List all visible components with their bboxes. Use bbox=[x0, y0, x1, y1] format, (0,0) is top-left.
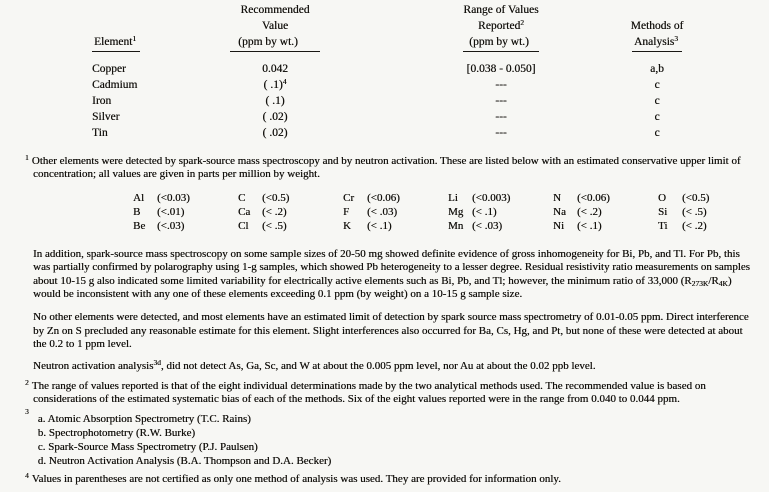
column-header-methods: Methods of Analysis$^3$ bbox=[612, 2, 702, 52]
trace-element-row: Al (<0.03) C (<0.5) Cr (<0.06) Li (<0.003) N (<0.06) O (<0.5) bbox=[133, 191, 710, 204]
column-header-element bbox=[92, 2, 205, 52]
table-row-iron bbox=[0, 93, 769, 109]
footnote-2-marker: 2 bbox=[25, 378, 29, 388]
footnote-4-text: Values in parentheses are not certified as only one method of analysis was used. They are provided for information only. bbox=[31, 472, 561, 485]
footnote-4-marker: 4 bbox=[25, 470, 29, 480]
methods-list bbox=[38, 412, 331, 468]
methods-value: c bbox=[654, 111, 660, 123]
method-item-c: c. Spark-Source Mass Spectrometry (P.J. Paulsen) bbox=[37, 440, 258, 453]
analysis-table bbox=[0, 0, 769, 141]
methods-value: c bbox=[654, 79, 660, 91]
range-value: --- bbox=[495, 79, 507, 91]
trace-element-row: Be (<.03) Cl (< .5) K (< .1) Mn (< .03) Ni (< .1) Ti (< .2) bbox=[133, 219, 707, 232]
footnote-2-text: The range of values reported is that of the eight individual determinations made by the two analytical methods used. The recommended value is based on considerations of the estimated systematic bias of each of the methods. Six of the eight values reported were in the range from 0.040 to 0.044 ppm. bbox=[31, 380, 706, 406]
element-name: Copper bbox=[92, 63, 126, 75]
footnote-1-marker: 1 bbox=[25, 153, 29, 162]
method-item-d: d. Neutron Activation Analysis (B.A. Thompson and D.A. Becker) bbox=[37, 454, 332, 467]
table-row-tin bbox=[0, 125, 769, 141]
recommended-value: ( .1) bbox=[265, 95, 285, 107]
paragraph-neutron-activation: Neutron activation analysis$^{3d}$, did not detect As, Ga, Sc, and W at about the 0.005 ppm level, nor Au at about the 0.02 ppb level. bbox=[33, 357, 596, 372]
method-item-a: a. Atomic Absorption Spectrometry (T.C. Rains) bbox=[37, 412, 251, 425]
table-body bbox=[0, 61, 769, 141]
trace-element-grid bbox=[133, 191, 769, 233]
table-header-row bbox=[0, 2, 769, 52]
range-value: --- bbox=[495, 95, 507, 107]
footnote-1-text: Other elements were detected by spark-source mass spectroscopy and by neutron activation. These are listed below with an estimated conservative upper limit of concentration; all values are given in parts per million by weight. bbox=[31, 155, 741, 181]
methods-value: c bbox=[654, 127, 660, 139]
method-item-b: b. Spectrophotometry (R.W. Burke) bbox=[37, 426, 195, 439]
range-value: --- bbox=[495, 127, 507, 139]
column-header-recommended-value: Recommended Value (ppm by wt.) bbox=[205, 2, 345, 52]
recommended-value: ( .02) bbox=[262, 127, 288, 139]
table-row-copper bbox=[0, 61, 769, 77]
element-name: Iron bbox=[92, 95, 112, 107]
element-header-footnote-marker: 1 bbox=[132, 34, 137, 43]
range-value: --- bbox=[495, 111, 507, 123]
methods-value: a,b bbox=[650, 63, 664, 75]
range-value: [0.038 - 0.050] bbox=[466, 63, 536, 75]
paragraph-inhomogeneity: In addition, spark-source mass spectroscopy on some sample sizes of 20-50 mg showed definite evidence of gross inhomogeneity for Bi, Pb, and Tl. For Pb, this was partially confirmed by polarography using 1-g samples, which showed Pb heterogeneity to a lesser degree. Residual resistivity ratio measurements on samples about 10-15 g also indicated some limited variability for electrically active elements such as Bi, Pb, and Tl; however, the minimum ratio of 33,000 $(R_{273K}/R_{4K})$ would be inconsistent with any one of these elements exceeding 0.1 ppm (by weight) on a 10-15 g sample size. bbox=[33, 247, 750, 301]
column-header-range-of-values: Range of Values Reported$^2$ (ppm by wt.) bbox=[390, 2, 612, 52]
element-name: Tin bbox=[92, 127, 108, 139]
recommended-value: 0.042 bbox=[262, 63, 288, 75]
methods-header-footnote-marker: 3 bbox=[674, 34, 678, 43]
table-row-silver bbox=[0, 109, 769, 125]
trace-element-row: B (<.01) Ca (< .2) F (< .03) Mg (< .1) Na (< .2) Si (< .5) bbox=[133, 205, 707, 218]
footnote-2 bbox=[25, 378, 755, 407]
table-row-cadmium bbox=[0, 77, 769, 93]
footnote-1 bbox=[25, 153, 755, 182]
footnote-3-marker: 3 bbox=[25, 406, 29, 416]
methods-value: c bbox=[654, 95, 660, 107]
element-header-label: Element bbox=[94, 36, 133, 48]
element-name: Silver bbox=[92, 111, 120, 123]
element-name: Cadmium bbox=[92, 79, 138, 91]
recommended-value: ( .02) bbox=[262, 111, 288, 123]
paragraph-no-other-elements: No other elements were detected, and most elements have an estimated limit of detection by spark source mass spectrometry of 0.01-0.05 ppm. Direct interference by Zn on S precluded any reasonable estimate for this element. Slight interferences also occurred for Ba, Cs, Hg, and Pt, but none of these were detected at about the 0.2 to 1 ppm level. bbox=[33, 311, 749, 351]
footnote-4 bbox=[25, 470, 755, 486]
range-header-footnote-marker: 2 bbox=[520, 18, 524, 27]
footnote-3 bbox=[25, 406, 769, 468]
recommended-value: ( .1)$^4$ bbox=[263, 77, 287, 91]
